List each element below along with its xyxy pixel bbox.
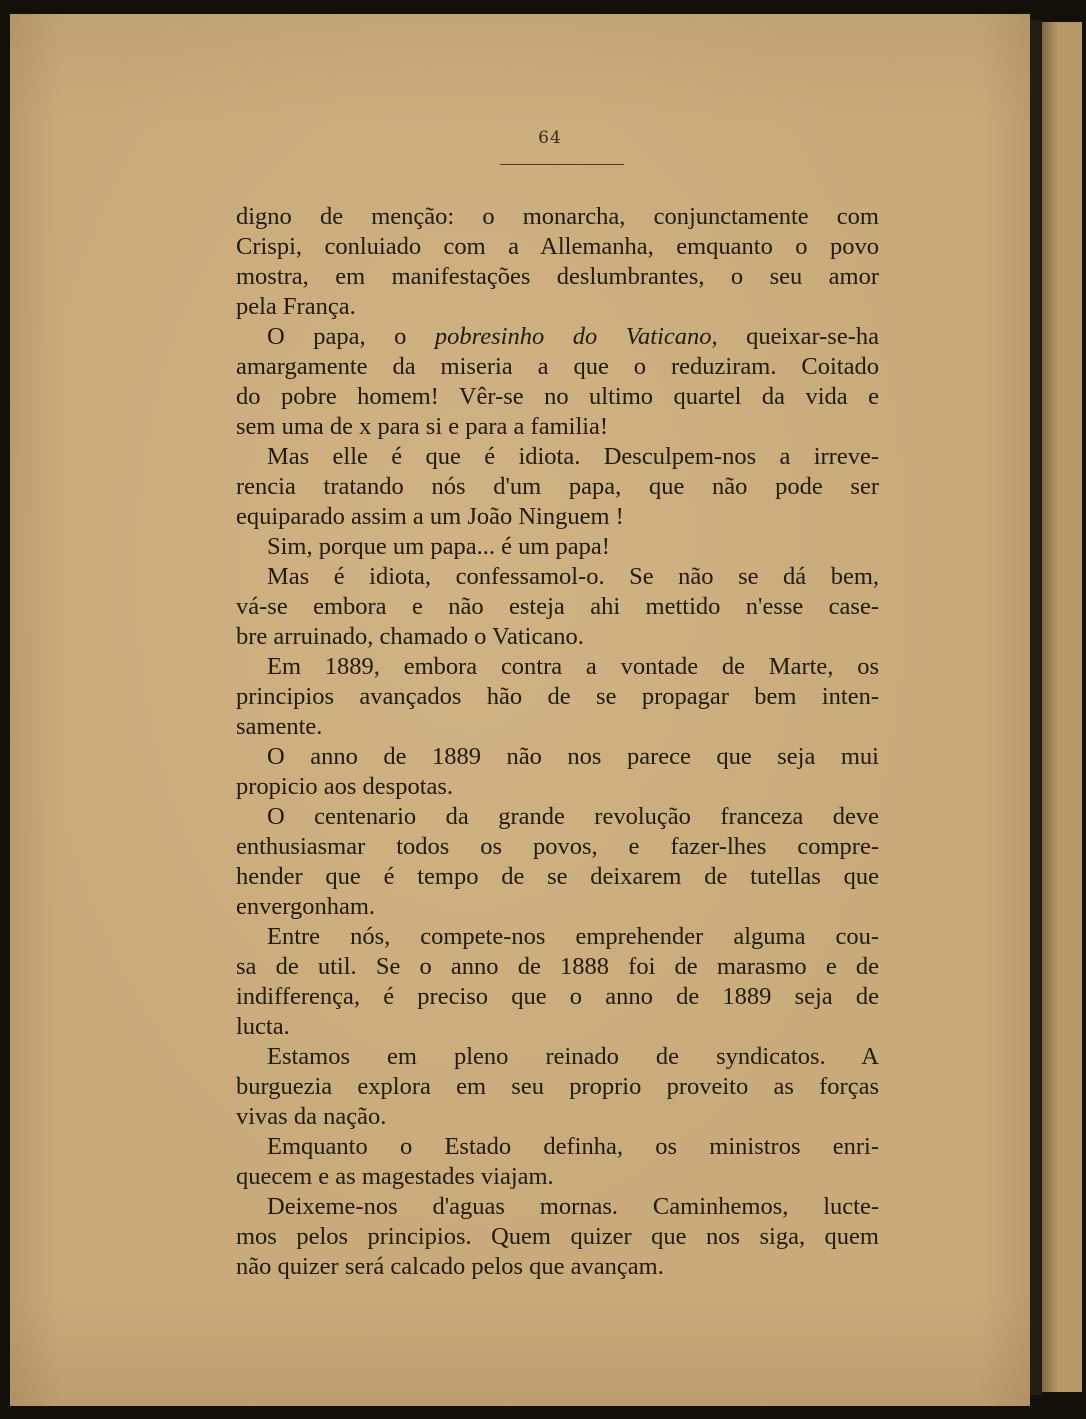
text-line: equiparado assim a um João Ninguem ! [236, 503, 624, 530]
text-line: Crispi, conluiado com a Allemanha, emquanto o povo [236, 233, 879, 260]
text-line: lucta. [236, 1013, 290, 1040]
text-line: indifferença, é preciso que o anno de 1889 seja de [236, 983, 879, 1010]
body-text [236, 202, 879, 1282]
text-line: digno de menção: o monarcha, conjunctamente com [236, 203, 879, 230]
text-line: Mas elle é que é idiota. Desculpem-nos a irreve- [267, 443, 879, 470]
text-line: não quizer será calcado pelos que avançam. [236, 1253, 664, 1280]
text-line: mostra, em manifestações deslumbrantes, o seu amor [236, 263, 879, 290]
text-line: vá-se embora e não esteja ahi mettido n'esse case- [236, 593, 879, 620]
text-line: amargamente da miseria a que o reduziram. Coitado [236, 353, 879, 380]
text-line: sa de util. Se o anno de 1888 foi de marasmo e de [236, 953, 879, 980]
text-segment: O papa, o [267, 323, 435, 350]
text-line: Sim, porque um papa... é um papa! [267, 533, 610, 560]
text-line: O centenario da grande revolução franceza deve [267, 803, 879, 830]
text-line: bre arruinado, chamado o Vaticano. [236, 623, 584, 650]
text-line: sem uma de x para si e para a familia! [236, 413, 609, 440]
page-gutter-shadow [1030, 20, 1042, 1395]
text-line: do pobre homem! Vêr-se no ultimo quartel da vida e [236, 383, 879, 410]
text-line: Em 1889, embora contra a vontade de Marte, os [267, 653, 879, 680]
text-line: rencia tratando nós d'um papa, que não pode ser [236, 473, 879, 500]
text-line: vivas da nação. [236, 1103, 387, 1130]
text-line: Entre nós, compete-nos emprehender alguma cou- [267, 923, 879, 950]
text-line: propicio aos despotas. [236, 773, 454, 800]
text-line: pela França. [236, 293, 356, 320]
adjacent-page-edge [1042, 22, 1082, 1392]
text-segment: queixar-se-ha [717, 323, 879, 350]
text-line: enthusiasmar todos os povos, e fazer-lhes compre- [236, 833, 879, 860]
text-line: Deixeme-nos d'aguas mornas. Caminhemos, lucte- [267, 1193, 879, 1220]
text-line: envergonham. [236, 893, 376, 920]
text-line: samente. [236, 713, 323, 740]
text-line: principios avançados hão de se propagar bem inten- [236, 683, 879, 710]
text-line: mos pelos principios. Quem quizer que nos siga, quem [236, 1223, 879, 1250]
text-line: Mas é idiota, confessamol-o. Se não se dá bem, [267, 563, 879, 590]
page-number: 64 [538, 128, 562, 148]
text-line [236, 322, 879, 352]
text-line: Estamos em pleno reinado de syndicatos. A [267, 1043, 879, 1070]
text-line: O anno de 1889 não nos parece que seja mui [267, 743, 879, 770]
text-line: quecem e as magestades viajam. [236, 1163, 554, 1190]
header-rule [500, 164, 624, 165]
text-line: Emquanto o Estado definha, os ministros enri- [267, 1133, 879, 1160]
text-line: burguezia explora em seu proprio proveito as forças [236, 1073, 879, 1100]
italic-phrase: pobresinho do Vaticano, [434, 323, 718, 350]
text-line: hender que é tempo de se deixarem de tutellas que [236, 863, 879, 890]
